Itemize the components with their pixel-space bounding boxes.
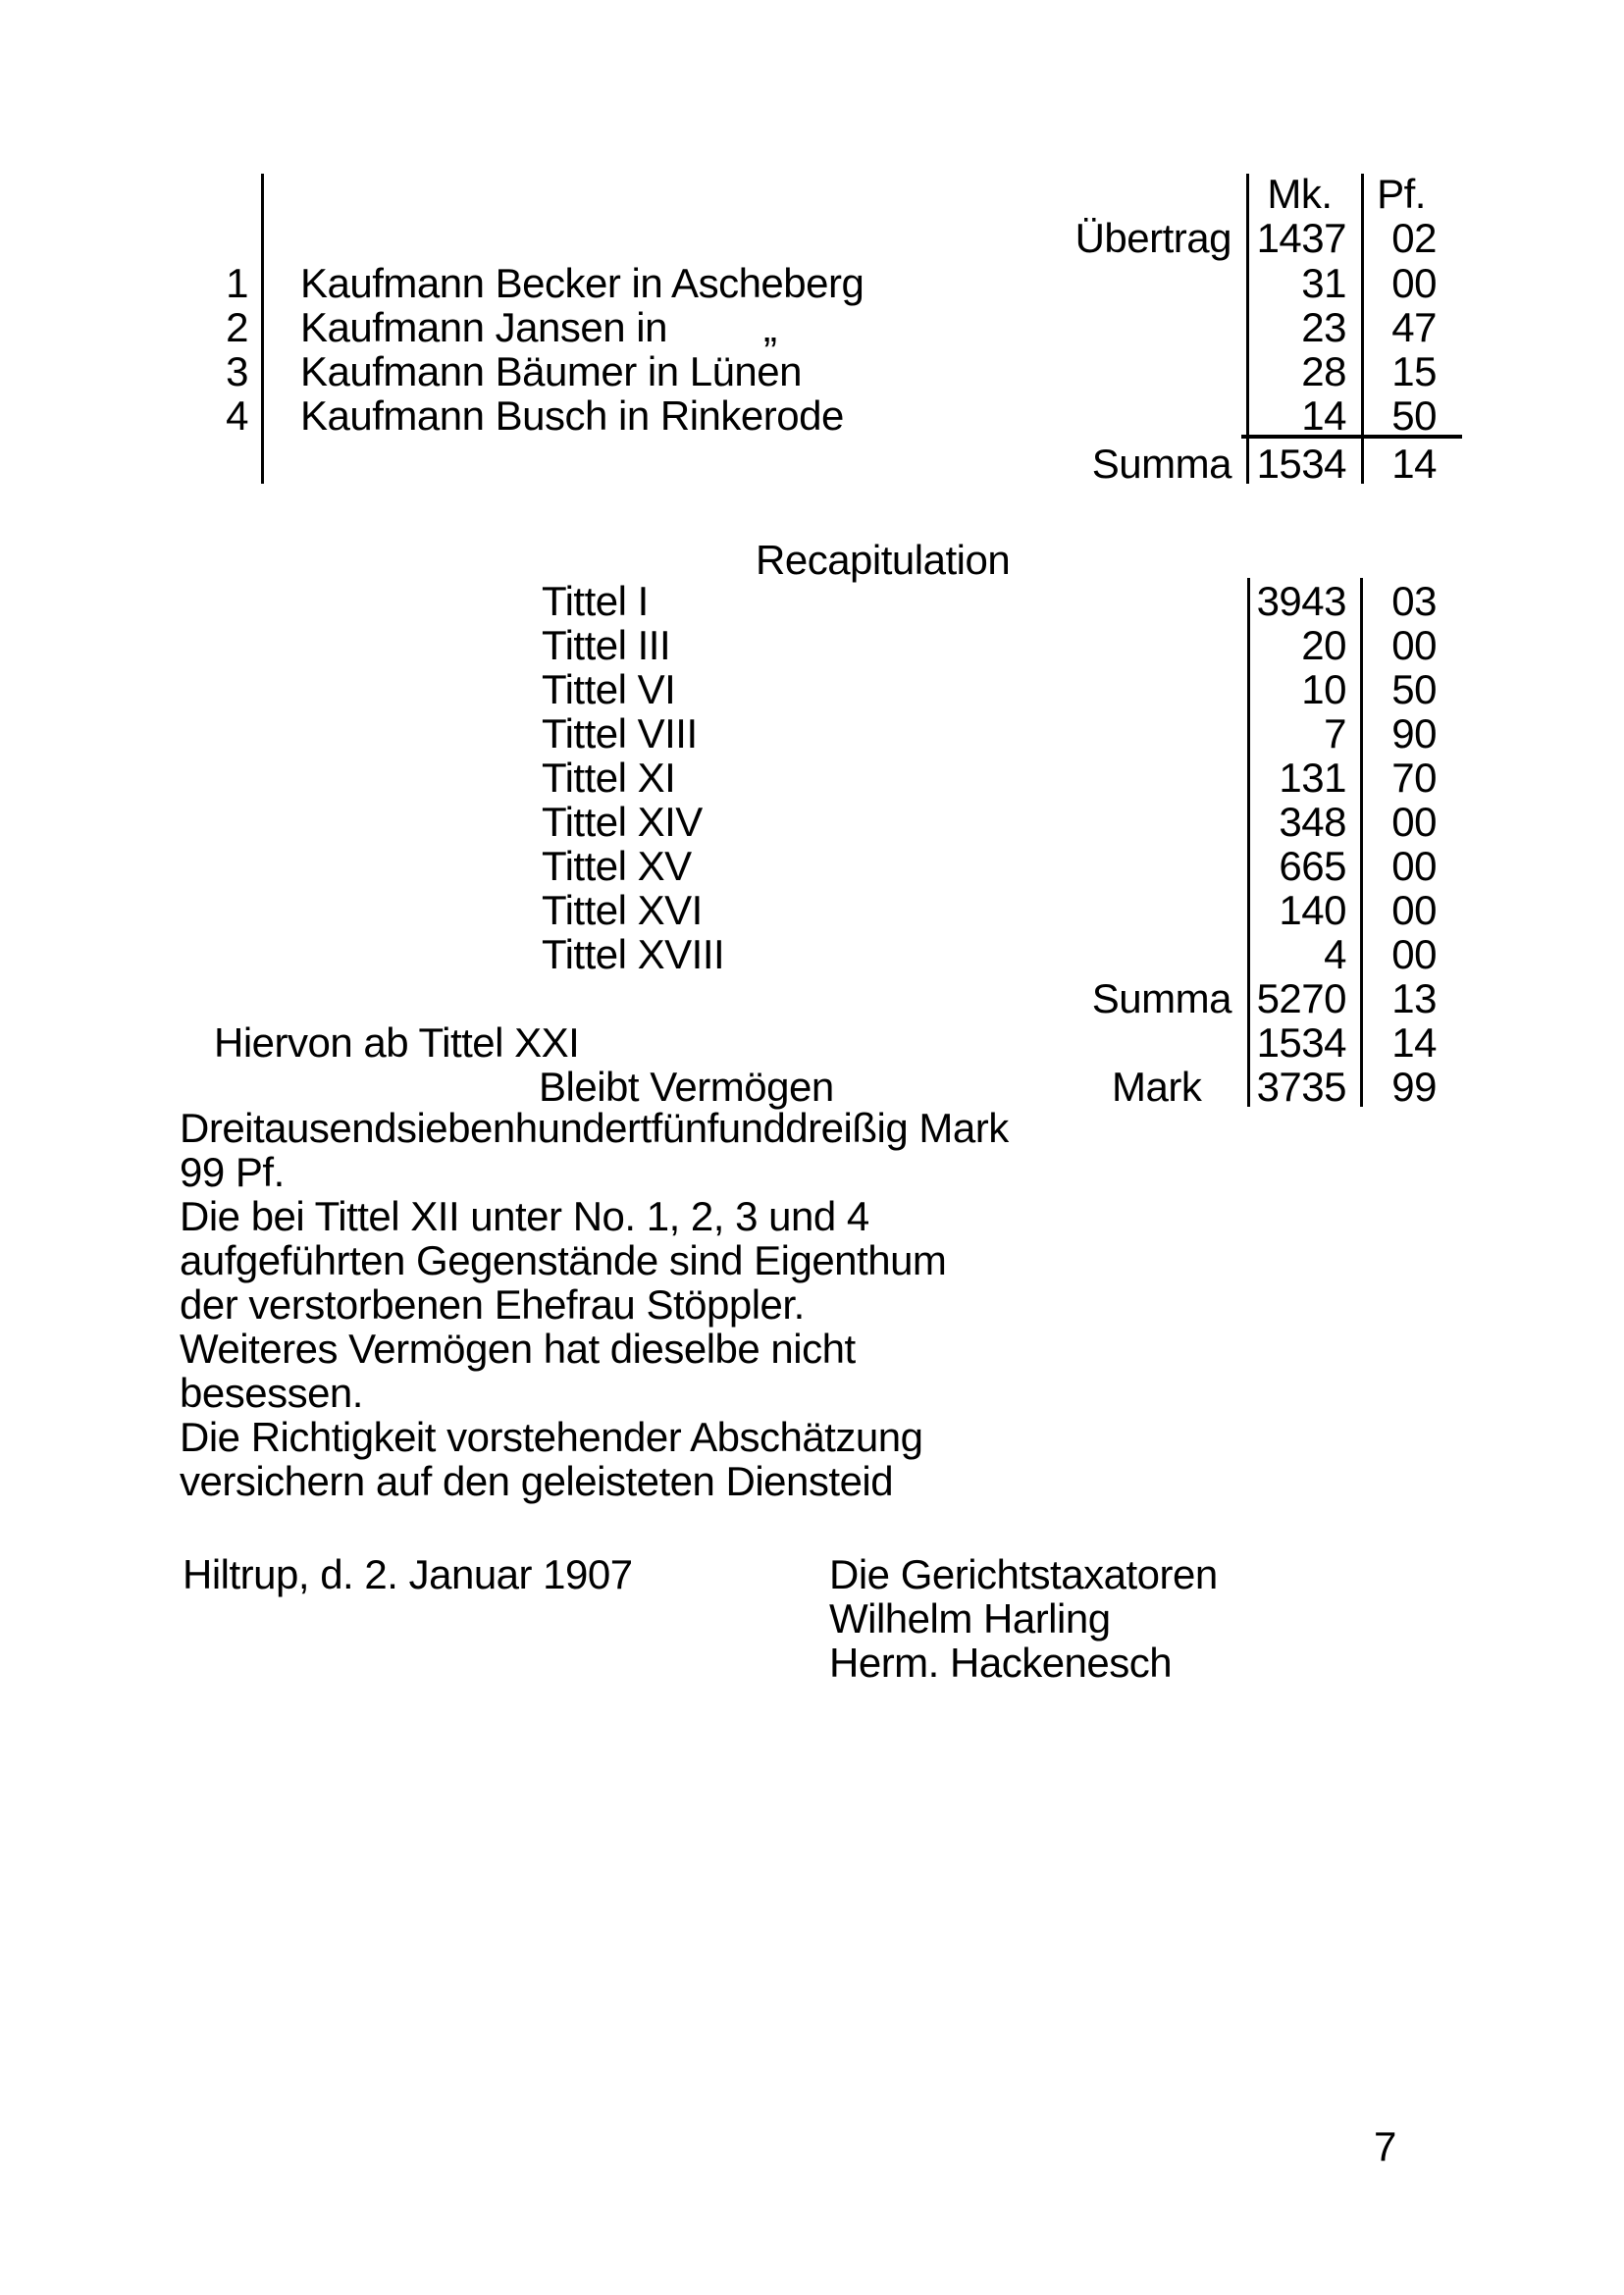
- row-name: Kaufmann Bäumer in Lünen: [300, 348, 803, 394]
- deduction-row: [0, 1020, 1624, 1065]
- top-summa-row: [0, 442, 1624, 486]
- tittel-mk-value: 131: [1279, 755, 1346, 801]
- recap-row: [0, 932, 1624, 976]
- recap-row: [0, 623, 1624, 667]
- top-table-header-row: [0, 172, 1624, 216]
- notes-line: Die Richtigkeit vorstehender Abschätzung: [180, 1414, 923, 1460]
- remainder-mk-value: 3735: [1256, 1064, 1346, 1110]
- notes-line: der verstorbenen Ehefrau Stöppler.: [180, 1281, 805, 1328]
- recap-row: [0, 888, 1624, 932]
- notes-line: Die bei Tittel XII unter No. 1, 2, 3 und 4: [180, 1193, 869, 1239]
- recap-row: [0, 844, 1624, 888]
- remainder-pf-value: 99: [1391, 1064, 1437, 1110]
- summa-pf-value: 14: [1391, 441, 1437, 487]
- tittel-pf-value: 50: [1391, 666, 1437, 712]
- recap-summa-mk-value: 5270: [1256, 975, 1346, 1021]
- mk-column-header: Mk.: [1267, 171, 1333, 217]
- recap-summa-pf-value: 13: [1391, 975, 1437, 1021]
- tittel-mk-value: 665: [1279, 843, 1346, 889]
- tittel-pf-value: 00: [1391, 887, 1437, 933]
- recap-summa-row: [0, 976, 1624, 1020]
- pf-column-header: Pf.: [1377, 171, 1426, 217]
- tittel-label: Tittel XVIII: [542, 931, 725, 977]
- tittel-label: Tittel VIII: [542, 710, 698, 756]
- tittel-mk-value: 140: [1279, 887, 1346, 933]
- signatures-block: [829, 1552, 1218, 1685]
- tittel-mk-value: 3943: [1256, 578, 1346, 624]
- row-pf-value: 50: [1391, 392, 1437, 439]
- recap-row: [0, 711, 1624, 756]
- tittel-pf-value: 00: [1391, 799, 1437, 845]
- row-pf-value: 00: [1391, 260, 1437, 306]
- tittel-pf-value: 00: [1391, 843, 1437, 889]
- notes-line: Weiteres Vermögen hat dieselbe nicht: [180, 1326, 856, 1372]
- ditto-mark: „: [763, 304, 777, 350]
- tittel-label: Tittel III: [542, 622, 671, 668]
- row-name: Kaufmann Jansen in: [300, 304, 667, 350]
- tittel-mk-value: 20: [1301, 622, 1346, 668]
- tittel-label: Tittel XIV: [542, 799, 703, 845]
- row-number: 3: [226, 348, 248, 394]
- table-row: [0, 305, 1624, 349]
- row-name: Kaufmann Becker in Ascheberg: [300, 260, 864, 306]
- tittel-label: Tittel I: [542, 578, 649, 624]
- tittel-mk-value: 10: [1301, 666, 1346, 712]
- tittel-pf-value: 90: [1391, 710, 1437, 756]
- tittel-mk-value: 7: [1324, 710, 1346, 756]
- signature-line: Herm. Hackenesch: [829, 1640, 1173, 1686]
- tittel-pf-value: 03: [1391, 578, 1437, 624]
- row-pf-value: 15: [1391, 348, 1437, 394]
- tittel-label: Tittel VI: [542, 666, 676, 712]
- summa-mk-value: 1534: [1256, 441, 1346, 487]
- recap-row: [0, 667, 1624, 711]
- recap-row: [0, 800, 1624, 844]
- tittel-pf-value: 00: [1391, 931, 1437, 977]
- tittel-mk-value: 4: [1324, 931, 1346, 977]
- table-row: [0, 393, 1624, 438]
- row-number: 1: [226, 260, 248, 306]
- recap-summa-label: Summa: [1091, 975, 1231, 1021]
- remainder-unit-label: Mark: [1112, 1064, 1202, 1110]
- table-row: [0, 261, 1624, 305]
- notes-line: aufgeführten Gegenstände sind Eigenthum: [180, 1237, 947, 1283]
- remainder-label: Bleibt Vermögen: [539, 1064, 834, 1110]
- signature-line: Wilhelm Harling: [829, 1595, 1111, 1642]
- row-mk-value: 31: [1301, 260, 1346, 306]
- uebertrag-label: Übertrag: [1074, 215, 1231, 261]
- notes-line: besessen.: [180, 1370, 363, 1416]
- uebertrag-mk-value: 1437: [1256, 215, 1346, 261]
- row-name: Kaufmann Busch in Rinkerode: [300, 392, 844, 439]
- tittel-mk-value: 348: [1279, 799, 1346, 845]
- recap-row: [0, 579, 1624, 623]
- deduction-pf-value: 14: [1391, 1019, 1437, 1066]
- place-date: Hiltrup, d. 2. Januar 1907: [183, 1551, 633, 1597]
- summa-label: Summa: [1091, 441, 1231, 487]
- row-mk-value: 28: [1301, 348, 1346, 394]
- remainder-row: [0, 1065, 1624, 1109]
- deduction-label: Hiervon ab Tittel XXI: [214, 1019, 580, 1066]
- signature-line: Die Gerichtstaxatoren: [829, 1551, 1218, 1597]
- recap-row: [0, 756, 1624, 800]
- row-mk-value: 23: [1301, 304, 1346, 350]
- tittel-pf-value: 00: [1391, 622, 1437, 668]
- notes-line: versichern auf den geleisteten Diensteid: [180, 1458, 894, 1504]
- row-number: 2: [226, 304, 248, 350]
- tittel-label: Tittel XV: [542, 843, 692, 889]
- tittel-pf-value: 70: [1391, 755, 1437, 801]
- page-number: 7: [1374, 2123, 1396, 2169]
- tittel-label: Tittel XVI: [542, 887, 703, 933]
- deduction-mk-value: 1534: [1256, 1019, 1346, 1066]
- uebertrag-pf-value: 02: [1391, 215, 1437, 261]
- notes-line: 99 Pf.: [180, 1149, 285, 1195]
- table-row: [0, 349, 1624, 393]
- row-pf-value: 47: [1391, 304, 1437, 350]
- tittel-label: Tittel XI: [542, 755, 676, 801]
- row-mk-value: 14: [1301, 392, 1346, 439]
- recapitulation-title: Recapitulation: [756, 537, 1011, 583]
- notes-line: Dreitausendsiebenhundertfünfunddreißig Mark: [180, 1105, 1009, 1151]
- row-number: 4: [226, 392, 248, 439]
- notes-paragraph: [180, 1106, 1009, 1503]
- uebertrag-row: [0, 216, 1624, 260]
